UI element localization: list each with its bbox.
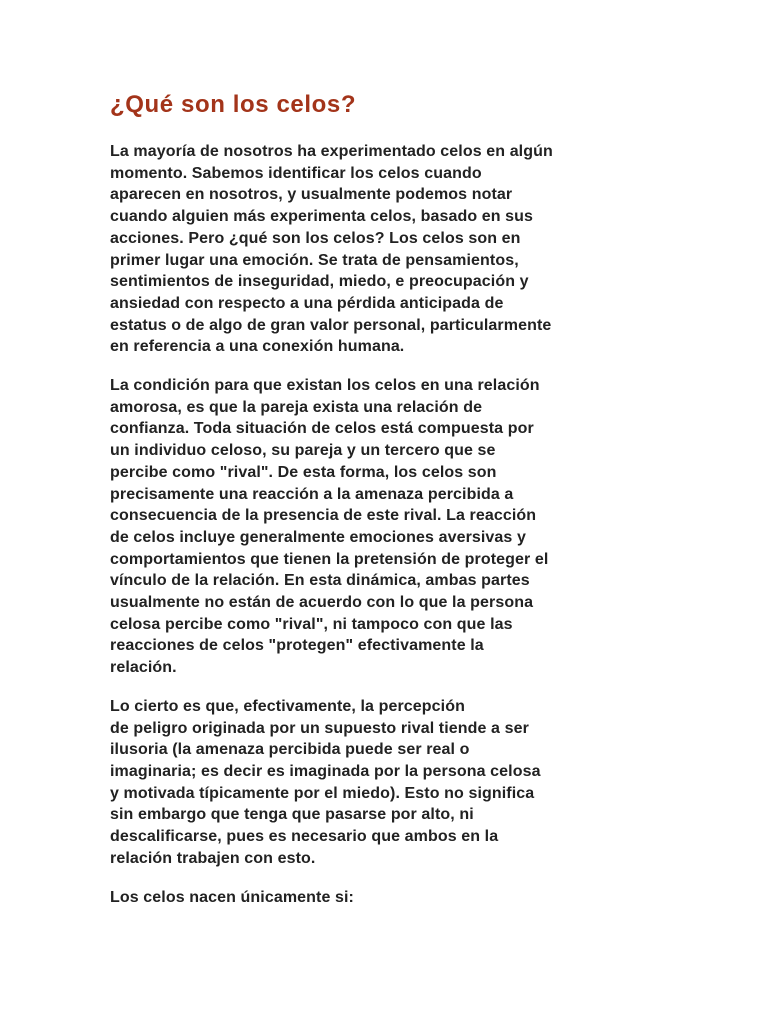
paragraph-1: La mayoría de nosotros ha experimentado celos en algún momento. Sabemos identificar los celos cuando aparecen en nosotros, y usualmente podemos notar cuando alguien más experimenta celos, basado en sus acciones. Pero ¿qué son los celos? Los celos son en primer lugar una emoción. Se trata de pensamientos, sentimientos de inseguridad, miedo, e preocupación y ansiedad con respecto a una pérdida anticipada de estatus o de algo de gran valor personal, particularmente en referencia a una conexión humana. — [110, 143, 553, 356]
document-page — [110, 86, 658, 925]
document-title: ¿Qué son los celos? — [110, 91, 357, 118]
paragraph-4: Los celos nacen únicamente si: — [110, 888, 354, 906]
paragraph-2: La condición para que existan los celos en una relación amorosa, es que la pareja exista una relación de confianza. Toda situación de celos está compuesta por un individuo celoso, su pareja y un tercero que se percibe como "rival". De esta forma, los celos son precisamente una reacción a la amenaza percibida a consecuencia de la presencia de este rival. La reacción de celos incluye generalmente emociones aversivas y comportamientos que tienen la pretensión de proteger el vínculo de la relación. En esta dinámica, ambas partes usualmente no están de acuerdo con lo que la persona celosa percibe como "rival", ni tampoco con que las reacciones de celos "protegen" efectivamente la relación. — [110, 377, 549, 677]
paragraph-3: Lo cierto es que, efectivamente, la percepción de peligro originada por un supuesto rival tiende a ser ilusoria (la amenaza percibida puede ser real o imaginaria; es decir es imaginada por la persona celosa y motivada típicamente por el miedo). Esto no significa sin embargo que tenga que pasarse por alto, ni descalificarse, pues es necesario que ambos en la relación trabajen con esto. — [110, 697, 541, 867]
